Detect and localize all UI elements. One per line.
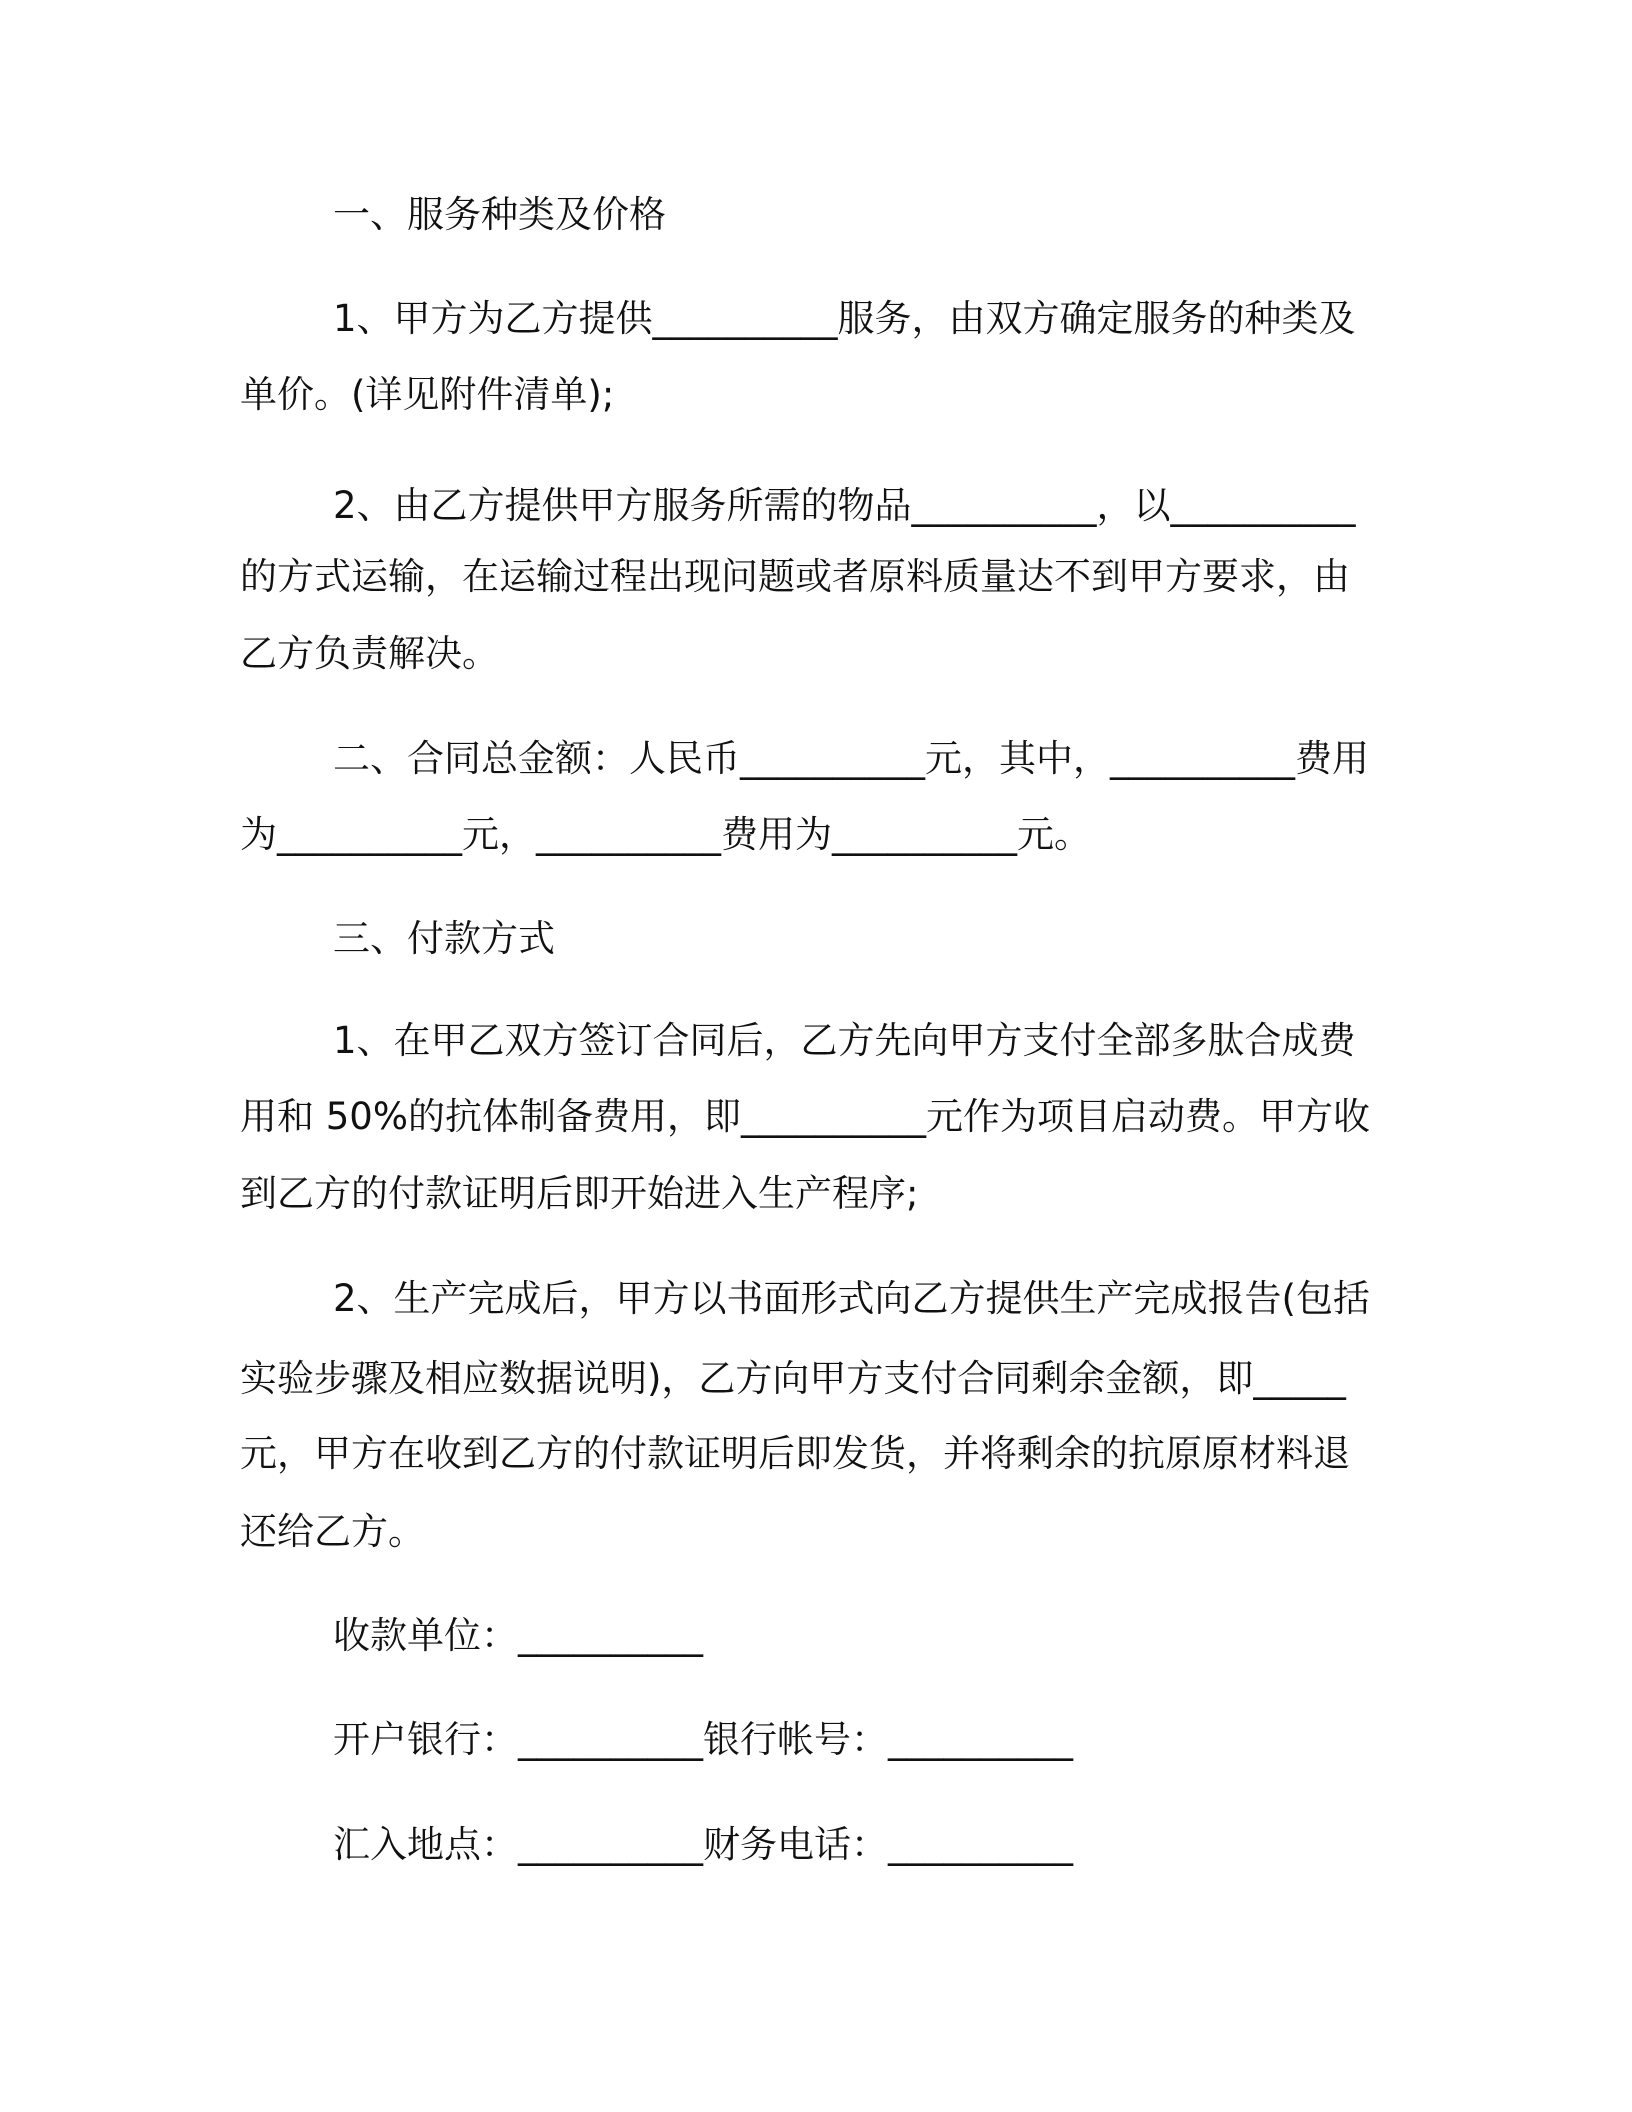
paragraph-payment-item-2-line-2: 实验步骤及相应数据说明)，乙方向甲方支付合同剩余金额，即_____: [240, 1357, 1346, 1400]
paragraph-service-item-1-line-1: 1、甲方为乙方提供__________服务，由双方确定服务的种类及: [333, 297, 1356, 340]
paragraph-service-item-2-line-3: 乙方负责解决。: [240, 632, 499, 675]
paragraph-payment-item-2-line-4: 还给乙方。: [240, 1510, 425, 1553]
paragraph-payment-item-2-line-3: 元，甲方在收到乙方的付款证明后即发货，并将剩余的抗原原材料退: [240, 1432, 1350, 1475]
section-heading-service-types: 一、服务种类及价格: [333, 193, 666, 236]
paragraph-total-amount-line-2: 为__________元，__________费用为__________元。: [240, 813, 1091, 856]
payee-location-phone-field: 汇入地点：__________财务电话：__________: [333, 1823, 1073, 1866]
paragraph-payment-item-1-line-3: 到乙方的付款证明后即开始进入生产程序;: [240, 1172, 919, 1215]
paragraph-payment-item-1-line-1: 1、在甲乙双方签订合同后，乙方先向甲方支付全部多肽合成费: [333, 1019, 1356, 1062]
paragraph-payment-item-1-line-2: 用和 50%的抗体制备费用，即__________元作为项目启动费。甲方收: [240, 1095, 1370, 1138]
paragraph-service-item-2-line-1: 2、由乙方提供甲方服务所需的物品__________，以__________: [333, 484, 1356, 527]
paragraph-service-item-1-line-2: 单价。(详见附件清单);: [240, 373, 615, 416]
payee-bank-account-field: 开户银行：__________银行帐号：__________: [333, 1718, 1073, 1761]
paragraph-payment-item-2-line-1: 2、生产完成后，甲方以书面形式向乙方提供生产完成报告(包括: [333, 1277, 1370, 1320]
section-heading-payment-method: 三、付款方式: [333, 917, 555, 960]
payee-unit-field: 收款单位：__________: [333, 1614, 703, 1657]
paragraph-service-item-2-line-2: 的方式运输，在运输过程出现问题或者原料质量达不到甲方要求，由: [240, 555, 1350, 598]
paragraph-total-amount-line-1: 二、合同总金额：人民币__________元，其中，__________费用: [333, 737, 1369, 780]
